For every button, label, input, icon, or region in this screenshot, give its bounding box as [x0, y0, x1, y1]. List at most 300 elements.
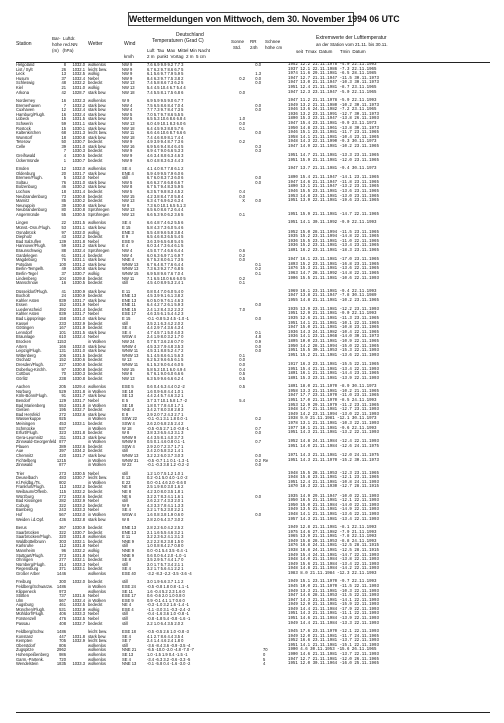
extreme-values: 1949 15.1 23.11.1970 -9.7 22.11.1993 [288, 580, 377, 585]
pressure-value: 1032.0 [72, 343, 85, 349]
station-name: Greifswald [16, 153, 36, 159]
weather-text: wolkenlos [88, 570, 106, 576]
wind-value: NW 18 [122, 125, 135, 131]
weather-text: bedeckt [88, 252, 103, 258]
pressure-value: 1030.8 [72, 266, 85, 272]
temperature-values: 4.6 3.5 6.1 5.4 4.2 3 [147, 311, 184, 317]
temperature-values: 6.7 5.7 9.4 8.3 5.9 5 [147, 184, 184, 190]
station-name: Fichtelberg [16, 457, 37, 463]
weather-text: wolkig [88, 84, 100, 90]
weather-text: Nebel [88, 175, 99, 181]
station-name: Neubrandenburg [16, 193, 47, 199]
station-height: 282 [59, 498, 66, 504]
wind-value: SE 18 [122, 388, 134, 394]
pressure-value: 1032.5 [72, 71, 85, 77]
pressure-value: 1030.5 [72, 280, 85, 286]
station-height: 101 [59, 329, 66, 335]
extreme-values: 1937 12.1 22.11.1986 -7.3 22.11.1965 [288, 67, 377, 72]
precipitation-value: 0.0 [255, 302, 261, 308]
header-precip-unit: 24h [250, 45, 258, 50]
temperature-values: 7.5 6.5 8.6 8.4 7.0 4 [147, 102, 184, 108]
pressure-value: 1031.0 [72, 348, 85, 354]
extreme-values: 1946 15.1 23.11.1981 -11.7 23.11.1965 [288, 131, 379, 136]
extreme-values: 1971 14.3 21.11.1981 -12.0 24.11.1975 [288, 454, 379, 459]
precipitation-value: 0.0 [255, 453, 261, 459]
extreme-values: 1891 18.0 21.11.1970 -8.9 30.11.1973 [288, 385, 377, 390]
wind-value: W 8 [122, 430, 130, 436]
station-name: Klippeneck [16, 588, 37, 594]
station-name: Regensburg [16, 566, 39, 572]
sunshine-hours: 0.5 [239, 375, 245, 381]
pressure-value: 1032.2 [72, 547, 85, 553]
weather-text: in Wolken [88, 416, 106, 422]
weather-text: bedeckt [88, 234, 103, 240]
station-name: Ückermünde [16, 157, 40, 163]
station-name: Hannover/Flugh. [16, 243, 47, 249]
station-name: Großer Arber [16, 570, 40, 576]
wind-value: E 4 [122, 243, 129, 249]
pressure-value: 1033.3 [72, 507, 85, 513]
station-height: 68 [61, 130, 66, 136]
wind-value: NNE 9 [122, 538, 135, 544]
pressure-value: 1032.9 [72, 498, 85, 504]
station-name: Berlin-Tempelh. [16, 266, 45, 272]
snow-depth: 0 [263, 652, 266, 658]
extreme-values: 1938 9.9 21.11.1981 -12.1 30.11.1973 [288, 417, 377, 422]
wind-value: still [122, 498, 128, 504]
precipitation-value: 0.0 [255, 462, 261, 468]
header-sun-unit: Std. [233, 45, 242, 50]
pressure-value: 1033.1 [72, 566, 85, 572]
pressure-value: 1031.0 [72, 84, 85, 90]
pressure-value: 1032.9 [72, 638, 85, 644]
temperature-values: 0.0 -0.1 4.6 2.0 -0.6 0 [147, 479, 187, 485]
wind-value: W 18 [122, 425, 132, 431]
weather-text: bedeckt [88, 579, 103, 585]
station-name: Helgoland [16, 62, 35, 67]
extreme-values: 1949 13.3 21.11.1981 -10.3 22.11.1993 [288, 589, 379, 594]
temperature-values: -0.1 -5.8 0.4 -1.6 -3.0 -2 [147, 661, 191, 667]
extreme-values: 1890 15.4 21.11.1947 -14.1 23.11.1965 [288, 176, 379, 181]
extreme-values: 1952 14.8 24.11.1984 -12.4 22.11.1993 [288, 440, 379, 445]
extreme-values: 1890 13.1 21.11.1947 -13.2 23.11.1965 [288, 185, 379, 190]
extreme-values: 1951 17.0 21.11.1970 -8.5 24.11.1993 [288, 398, 377, 403]
station-name: Schmücke [16, 425, 36, 431]
station-height: 50 [61, 139, 66, 145]
station-name: Bremerhaven [16, 102, 41, 108]
sunshine-hours: 0.0 [239, 362, 245, 367]
temperature-values: 2.5 1.9 8.0 3.0 1.6 2 [147, 484, 184, 490]
station-height: 531 [59, 606, 66, 612]
wind-value: E 13 [122, 475, 131, 481]
sunshine-hours: 0.1 [239, 280, 245, 286]
weather-text: stark bew. [88, 143, 107, 149]
station-height: 22 [61, 220, 66, 226]
station-name: Bad Hersfeld [16, 411, 40, 417]
precipitation-value: 4.8 [255, 334, 261, 340]
weather-text: Nebel [88, 543, 99, 549]
title-box [128, 12, 400, 26]
table-row [16, 159, 494, 164]
extreme-values: 1946 13.6 24.11.1982 -7.2 23.11.1965 [288, 108, 377, 113]
station-height: 806 [59, 642, 66, 648]
station-name: Wendelstein [16, 661, 39, 667]
pressure-value: 1031.0 [72, 179, 85, 185]
temperature-values: 2.4 1.4 4.6 2.4 1.8 0 [147, 638, 184, 644]
station-height: 323 [59, 430, 66, 436]
station-height: 46 [61, 184, 66, 190]
station-height: 367 [59, 524, 66, 530]
pressure-value: 1032.4 [72, 597, 85, 603]
temperature-values: -0.4 -1.6 3.6 1.0 -0.8 -1 [147, 611, 189, 617]
extreme-values: 1947 13.7 21.11.1981 -9.4 30.11.1973 [288, 167, 377, 172]
wind-value: WNW 15 [122, 270, 139, 276]
station-name: Freiburg [16, 579, 32, 585]
pressure-value: 1031.6 [72, 593, 85, 599]
sunshine-hours: 0.1 [239, 212, 245, 217]
precipitation-value: 0.7 [255, 425, 261, 431]
extreme-values: 1951 15.4 21.11.1981 -13.4 22.11.1993 [288, 367, 379, 372]
wind-value: E 11 [122, 534, 131, 540]
station-height: 1 [63, 157, 66, 163]
station-name: Aachen [16, 384, 30, 390]
station-name: Cottbus [16, 371, 31, 377]
temperature-values: 5.9 4.9 9.5 7.9 6.0 6 [147, 170, 184, 176]
pressure-value: 1032.4 [72, 107, 85, 113]
extreme-values: 1895 10.0 23.11.1981 -10.9 22.11.1965 [288, 340, 379, 345]
temperature-values: -3.2 -8.3 -2.2 -3.5 -3.6 -4 [147, 570, 192, 576]
weather-text: stark bew. [88, 516, 107, 522]
wind-value: still [122, 448, 128, 454]
station-height: 392 [59, 306, 66, 312]
temperature-values: 6.9 5.9 9.5 9.0 6.7 7 [147, 97, 184, 103]
wind-value: NE 8 [122, 484, 132, 490]
temperature-values: 2.1 1.6 5.5 4.6 3.2 1 [147, 529, 184, 535]
pressure-value: 1030.5 [72, 470, 85, 476]
station-name: Kl.Feldbg./Ts. [16, 479, 41, 485]
temperature-values: -1.1 -3.0 3.1 -0.3 -2.4 -2 [147, 606, 191, 612]
station-name: Weibaum/Offenb. [16, 489, 48, 495]
station-name: Chemnitz [16, 453, 34, 459]
table-row [16, 572, 494, 577]
wind-value: NW 9 [122, 62, 133, 67]
wind-value: NW 9 [122, 157, 133, 163]
station-height: 243 [59, 507, 66, 513]
temperature-values: 6.6 6.2 7.6 6.8 6.6 7 [147, 179, 184, 185]
pressure-value: 1031.1 [72, 120, 85, 126]
station-height: 973 [59, 588, 66, 594]
temperature-values: 6.3 5.7 9.8 8.3 4.5 2 [147, 189, 184, 195]
station-name: Bolzenburg [16, 184, 37, 190]
station-name: Hamburg/Flugh. [16, 111, 46, 117]
extreme-values: 1977 10.1 21.11.1981 -9.6 22.11.1993 [288, 426, 377, 431]
temperature-values: -0.5 -0.5 2.6 1.0 -0.8 -3 [147, 629, 189, 635]
pressure-value: 1030.7 [72, 270, 85, 276]
extreme-values: 1951 14.3 21.11.1981 -13.2 22.11.1993 [288, 431, 379, 436]
wind-value: still [122, 642, 128, 648]
weather-text: bedeckt [88, 352, 103, 358]
station-name: Oschatz [16, 357, 32, 363]
sunshine-hours: 0.2 [239, 252, 245, 258]
station-height: 436 [59, 516, 66, 522]
station-height: 152 [59, 357, 66, 363]
station-height: 553 [59, 402, 66, 408]
wind-value: SE 13 [122, 652, 134, 658]
header-snow-unit: höhe cm [265, 45, 283, 50]
pressure-value: 1032.0 [72, 579, 85, 585]
wind-value: NW 4 [122, 252, 133, 258]
station-height: 113 [59, 484, 66, 490]
pressure-value: 1032.9 [72, 320, 85, 326]
pressure-value: 1031.0 [72, 143, 85, 149]
extreme-values: 1900 14.6 21.11.1981 -13.7 22.11.1993 [288, 653, 379, 658]
station-height: 97 [61, 366, 66, 372]
station-name: Zinnwald-Georgenfeld [16, 439, 57, 445]
extreme-values: 1951 15.9 21.11.1981 -14.7 22.11.1965 [288, 213, 379, 217]
weather-text: bedeckt [88, 80, 103, 86]
station-height: 453 [59, 420, 66, 426]
temperature-values: 4.4 3.5 8.1 4.0 3.7 3 [147, 434, 184, 440]
wind-value: ESE 18 [122, 629, 136, 635]
extreme-values: 1947 13.8 21.11.1947 -7.8 30.11.1989 [288, 294, 377, 299]
extreme-values: 1947 14.9 22.11.1981 -10.2 23.11.1965 [288, 144, 379, 149]
weather-text: wolkig [88, 270, 100, 276]
pressure-value: 1032.6 [72, 493, 85, 499]
pressure-value: 1031.7 [72, 453, 85, 459]
station-height: 408 [59, 620, 66, 626]
header-extremes: Extremwerte der Lufttemperatur [316, 35, 387, 41]
pressure-value: 1032.6 [72, 443, 85, 449]
weather-text: stark bew. [88, 116, 107, 122]
weather-text: stark bew. [88, 125, 107, 131]
station-height: 322 [59, 529, 66, 535]
temperature-values: 6.9 5.6 9.4 8.4 6.4 5 [147, 143, 184, 149]
weather-text: wolkenlos [88, 642, 106, 648]
pressure-value: 1032.0 [72, 166, 85, 172]
precipitation-value: 0.2 [255, 416, 261, 422]
weather-text: in Wolken [88, 388, 106, 394]
extreme-values: 1951 12.0 30.11.1964 -16.0 25.11.1965 [288, 662, 379, 667]
wind-value: NW 8 [122, 371, 133, 377]
station-name: Gardelegen [16, 252, 38, 258]
temperature-values: 5.5 4.8 9.6 5.8 3.8 4 [147, 229, 184, 235]
station-height: 96 [61, 547, 66, 553]
station-height: 7 [63, 148, 66, 154]
weather-text: stark bew. [88, 134, 107, 140]
pressure-value: 1029.4 [72, 384, 85, 390]
temperature-values: 6.3 5.9 9.6 6.6 6.2 4 [147, 375, 184, 381]
station-name: Frankfurt/Flugh. [16, 484, 45, 490]
wind-value: still [122, 175, 128, 181]
station-height: 1446 [56, 570, 66, 576]
station-name: Brocken [16, 339, 32, 345]
weather-text: stark bew. [88, 202, 107, 208]
station-height: 737 [59, 593, 66, 599]
station-name: Bendorf [16, 397, 31, 403]
station-height: 937 [59, 425, 66, 431]
station-name: Kiel [16, 84, 23, 90]
station-name: Wasserkuppe [16, 416, 41, 422]
wind-value: NW 4 [122, 247, 133, 253]
wind-value: ENE 4 [122, 170, 134, 176]
precipitation-value: 0.0 [255, 102, 261, 108]
station-height: 16 [61, 111, 66, 117]
station-name: Artern [16, 343, 28, 349]
station-name: Mühldorf/Flugh. [16, 611, 45, 617]
weather-text: Nebel [88, 611, 99, 617]
extreme-values: 1949 12.9 21.11.1981 -15.9 22.11.1993 [288, 603, 379, 608]
wind-value: SE 4 [122, 633, 131, 639]
temperature-values: -3.6 -8.4 3.6 -0.9 -3.5 -4 [147, 642, 191, 648]
station-height: 43 [61, 234, 66, 240]
station-height: 272 [59, 411, 66, 417]
pressure-value: 1028.7 [72, 89, 85, 95]
station-name: Doberlug-Kirchh. [16, 366, 47, 372]
station-name: Karlsruhe [16, 543, 34, 549]
station-height: 195 [59, 407, 66, 413]
precipitation-value: 0.1 [255, 261, 261, 267]
weather-text: bedeckt [88, 320, 103, 326]
weather-text: bedeckt [88, 430, 103, 436]
pressure-value: 1031.1 [72, 224, 85, 230]
wind-value: NW 9 [122, 139, 133, 145]
wind-value: SSW 4 [122, 420, 135, 426]
header-station: Station [16, 41, 32, 47]
station-name: Lingen [16, 220, 29, 226]
extreme-values: 1947 16.1 23.11.1981 -17.0 23.11.1965 [288, 258, 379, 263]
wind-value: WNW 4 [122, 343, 137, 349]
temperature-values: 6.7 6.4 8.7 7.6 6.4 4 [147, 261, 184, 267]
station-name: Braunlage [16, 334, 35, 340]
sunshine-hours: 0.0 [239, 193, 245, 199]
extreme-values: 1947 15.4 23.11.1981 -9.9 23.11.1973 [288, 121, 377, 126]
weather-text: Nebel [88, 498, 99, 504]
wind-value: NNE 9 [122, 547, 135, 553]
sunshine-hours: 0.0 [239, 357, 245, 363]
extreme-values: 1952 15.0 28.11.1994 -11.5 23.11.1965 [288, 230, 379, 235]
wind-value: W 9 [122, 97, 130, 103]
pressure-value: 1031.8 [72, 534, 85, 540]
station-name: Erfurt/Flugh. [16, 430, 39, 436]
extreme-values: 1949 13.2 21.11.1980 -10.2 30.11.1973 [288, 103, 379, 108]
weather-text: bedeckt [88, 153, 103, 159]
temperature-values: 7.7 7.3 9.7 8.4 7.3 5 [147, 107, 184, 113]
station-name: Luedenscheid [16, 306, 42, 312]
extreme-values: 1947 14.6 21.11.1947 -11.8 23.11.1965 [288, 180, 379, 185]
weather-text: bedeckt [88, 157, 103, 163]
wind-value: NW 9 [122, 71, 133, 77]
extreme-values: 1952 12.2 21.11.1978 -4.0 22.11.1993 [288, 63, 377, 67]
station-name: Manschnow [16, 280, 38, 286]
temperature-values: 6.9 5.8 9.6 7.6 7.0 4 [147, 270, 184, 276]
pressure-value: 1030.6 [72, 357, 85, 363]
wind-value: SE 13 [122, 393, 134, 399]
weather-text: leicht bew. [88, 629, 108, 635]
station-name: Münst.-Osn./Flugh. [16, 224, 51, 230]
station-name: Gera-Leumnitz [16, 434, 44, 440]
weather-text: Nebel [88, 75, 99, 81]
wind-value: NW 15 [122, 366, 135, 372]
pressure-value: 1030.7 [72, 157, 85, 163]
table-header [16, 33, 494, 63]
wind-value: SE 4 [122, 166, 131, 172]
pressure-value: 1030.3 [72, 148, 85, 154]
wind-value: NW 5 [122, 179, 133, 185]
station-height: 97 [61, 229, 66, 235]
temperature-values: 4.2 3.0 8.0 3.5 1.8 1 [147, 489, 184, 495]
snow-depth: 4 [263, 661, 266, 667]
pressure-value: 1032.3 [72, 97, 85, 103]
station-height: 567 [59, 597, 66, 603]
station-height: 106 [59, 352, 66, 358]
station-name: Feldberg/Schw. [16, 629, 45, 635]
table-row [16, 463, 494, 468]
precipitation-value: 0.9 [255, 339, 261, 345]
extreme-values: 1950 15.0 21.11.1984 -14.0 22.11.1993 [288, 503, 379, 508]
station-height: 272 [59, 493, 66, 499]
station-height: 802 [59, 479, 66, 485]
station-name: Konstanz [16, 633, 34, 639]
station-height: 12 [61, 166, 66, 172]
extreme-values: 1893 15.2 23.11.1981 -16.8 23.11.1965 [288, 262, 379, 267]
extreme-values: 1947 12.7 21.11.1947 -11.5 30.11.1973 [288, 76, 379, 81]
pressure-value: 1031.3 [72, 434, 85, 440]
station-height: 567 [59, 512, 66, 517]
pressure-value: 1032.7 [72, 407, 85, 413]
precipitation-value: 0.3 [255, 148, 261, 154]
extreme-values: 1947 12.3 23.11.1947 -5.0 22.11.1965 [288, 90, 377, 95]
temperature-values: 5.8 5.2 10.1 6.0 4.9 4 [147, 366, 186, 372]
weather-text: Nebel [88, 334, 99, 340]
wind-value: ESE 17 [122, 593, 136, 599]
weather-text: bedeckt [88, 557, 103, 563]
weather-text: bedeckt [88, 620, 103, 626]
table-row [16, 622, 494, 627]
weather-text: stark bew. [88, 120, 107, 126]
extreme-values: 1951 12.4 21.11.1981 -10.8 24.11.1993 [288, 480, 379, 485]
pressure-value: 1032.2 [72, 484, 85, 490]
temperature-values: 4.5 3.9 9.1 6.1 3.8 2 [147, 293, 184, 299]
precipitation-value: 0.2 [255, 266, 261, 272]
temperature-values: 6.7 5.2 8.0 6.1 7.3 5 [147, 257, 184, 263]
weather-text: in Wolken [88, 439, 106, 445]
weather-text: stark bew. [88, 329, 107, 335]
extreme-values: 1951 14.6 21.11.1984 -13.9 22.11.1993 [288, 617, 379, 622]
station-height: 205 [59, 384, 66, 390]
weather-text: stark bew. [88, 297, 107, 303]
wind-value: NNE 4 [122, 407, 135, 413]
station-name: Neuruppin [16, 202, 35, 208]
station-height: 610 [59, 334, 66, 340]
wind-value: SE 4 [122, 329, 131, 335]
temperature-values: 4.5 3.1 8.8 5.2 4.7 2 [147, 348, 184, 354]
pressure-value: 1030.8 [72, 375, 85, 381]
pressure-value: 1033.2 [72, 502, 85, 508]
weather-text: in Wolken [88, 512, 106, 517]
weather-text: in Wolken [88, 597, 106, 603]
pressure-value: 1032.5 [72, 602, 85, 608]
extreme-values: 1935 12.6 21.11.1981 -11.3 23.11.1965 [288, 317, 379, 322]
temperature-values: 4.2 3.8 8.4 7.0 5.8 4 [147, 193, 184, 199]
station-name: List / Sylt [16, 66, 33, 72]
pressure-value: 1032.9 [72, 606, 85, 612]
wind-value: NW 24 [122, 339, 135, 345]
weather-text: stark bew. [88, 107, 107, 113]
station-height: 1215 [56, 457, 66, 463]
station-name: Feldberg/Schwarzw. [16, 583, 53, 589]
temperature-values: 3.6 3.9 6.5 6.8 5.4 5 [147, 238, 184, 244]
weather-text: bedeckt [88, 293, 103, 299]
